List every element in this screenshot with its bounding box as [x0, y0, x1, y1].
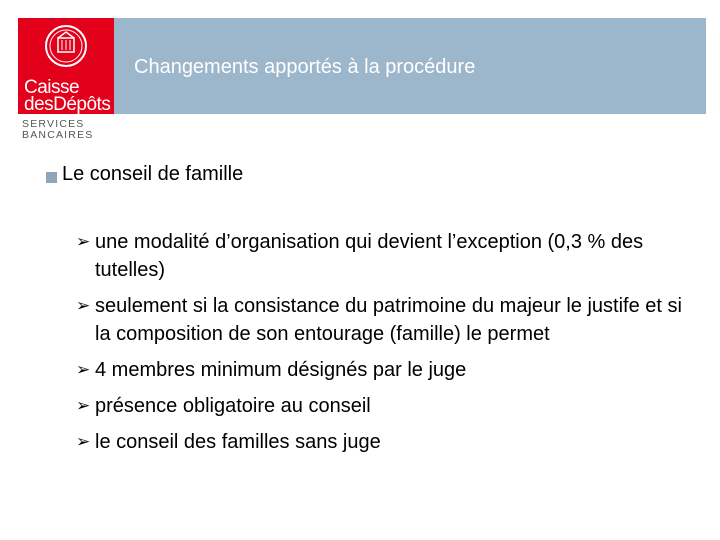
- list-item: [76, 356, 696, 384]
- square-bullet-icon: [46, 172, 57, 183]
- arrowhead-bullet-icon: ➢: [76, 232, 91, 251]
- list-item-text: seulement si la consistance du patrimoine du majeur le justife et si la composition de son entourage (famille) le permet: [95, 295, 682, 345]
- list-item: [76, 228, 696, 284]
- logo-text-line2: desDépôts: [24, 94, 111, 115]
- list-item-text: présence obligatoire au conseil: [95, 395, 371, 417]
- logo-subtitle-line1: SERVICES: [22, 118, 85, 130]
- list-item: [76, 292, 696, 348]
- bullet-list: [76, 228, 696, 464]
- logo-text-line1: Caisse: [24, 77, 80, 98]
- list-item-text: une modalité d’organisation qui devient l’exception (0,3 % des tutelles): [95, 231, 644, 281]
- section-heading: Le conseil de famille: [62, 163, 244, 185]
- list-item: [76, 392, 696, 420]
- arrowhead-bullet-icon: ➢: [76, 432, 91, 451]
- slide-title: Changements apportés à la procédure: [134, 56, 476, 78]
- arrowhead-bullet-icon: ➢: [76, 296, 91, 315]
- arrowhead-bullet-icon: ➢: [76, 396, 91, 415]
- arrowhead-bullet-icon: ➢: [76, 360, 91, 379]
- caisse-des-depots-logo: [18, 18, 114, 114]
- logo-subtitle-line2: BANCAIRES: [22, 129, 94, 141]
- list-item-text: 4 membres minimum désignés par le juge: [95, 359, 467, 381]
- title-band: [114, 18, 706, 114]
- list-item-text: le conseil des familles sans juge: [95, 431, 381, 453]
- list-item: [76, 428, 696, 456]
